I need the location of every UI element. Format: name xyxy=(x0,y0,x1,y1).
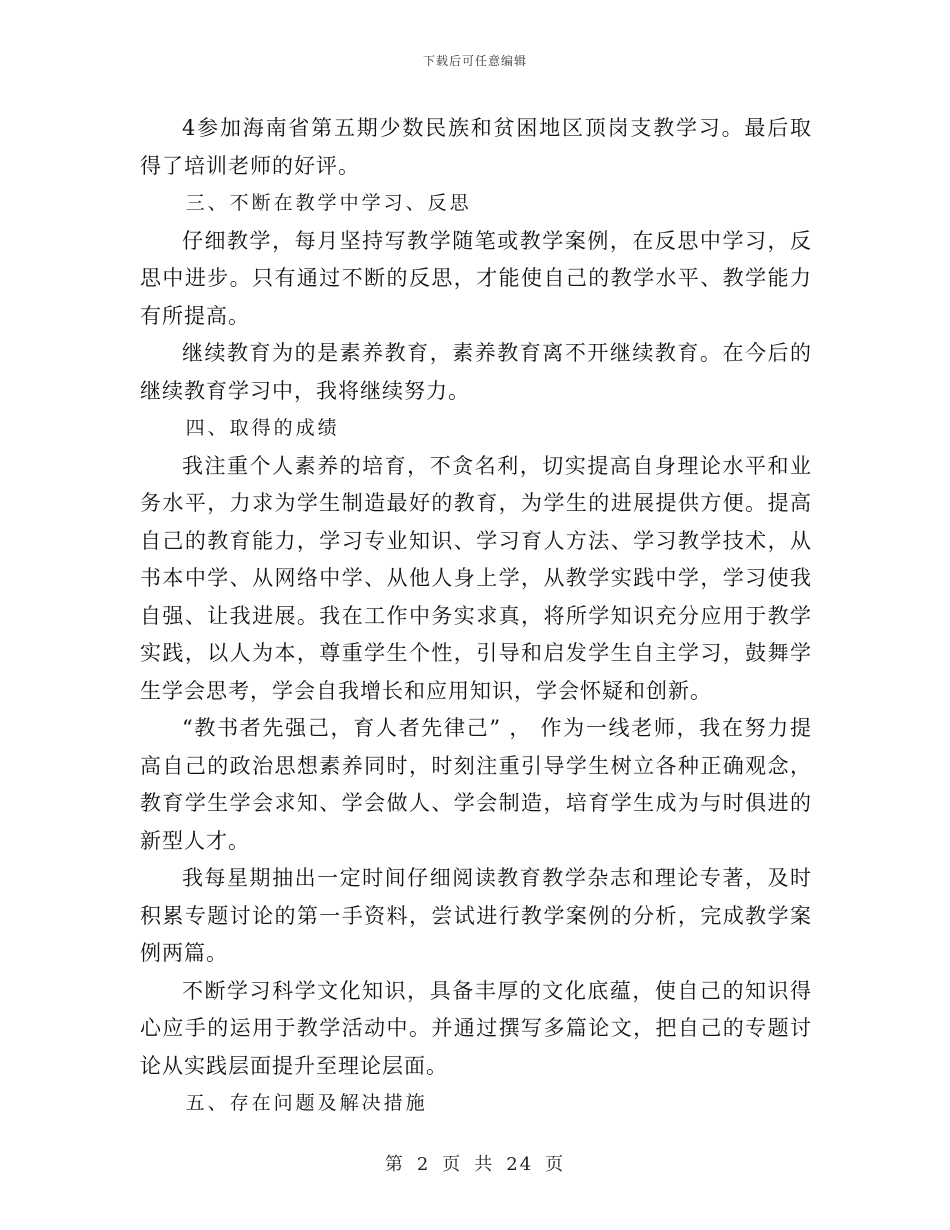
page-header-note: 下载后可任意编辑 xyxy=(422,54,527,68)
document-body xyxy=(140,110,812,1123)
page-word: 页 xyxy=(442,1154,463,1175)
section-heading-5: 五、存在问题及解决措施 xyxy=(185,1092,428,1114)
section-heading-4: 四、取得的成绩 xyxy=(185,417,340,439)
paragraph-teacher-motto: “教书者先强己，育人者先律己” ， 作为一线老师，我在努力提高自己的政治思想素养同时，时刻注重引导学生树立各种正确观念，教育学生学会求知、学会做人、学会制造，培育学生成为与时俱进的新型人才。 xyxy=(140,716,812,853)
page-number-footer xyxy=(0,1150,950,1176)
section-heading-3: 三、不断在教学中学习、反思 xyxy=(185,192,472,214)
page-prefix: 第 xyxy=(384,1154,405,1175)
total-pages-number: 24 xyxy=(506,1154,534,1175)
paragraph-continuing-education: 继续教育为的是素养教育，素养教育离不开继续教育。在今后的继续教育学习中，我将继续努力。 xyxy=(140,341,812,403)
paragraph-learning: 不断学习科学文化知识，具备丰厚的文化底蕴，使自己的知识得心应手的运用于教学活动中。并通过撰写多篇论文，把自己的专题讨论从实践层面提升至理论层面。 xyxy=(140,978,812,1078)
paragraph-reading: 我每星期抽出一定时间仔细阅读教育教学杂志和理论专著，及时积累专题讨论的第一手资料，尝试进行教学案例的分析，完成教学案例两篇。 xyxy=(140,866,812,965)
page-suffix: 页 xyxy=(545,1154,566,1175)
paragraph-reflection: 仔细教学，每月坚持写教学随笔或教学案例，在反思中学习，反思中进步。只有通过不断的反思，才能使自己的教学水平、教学能力有所提高。 xyxy=(140,228,812,328)
current-page-number: 2 xyxy=(416,1154,431,1175)
paragraph-achievements: 我注重个人素养的培育，不贪名利，切实提高自身理论水平和业务水平，力求为学生制造最好的教育，为学生的进展提供方便。提高自己的教育能力，学习专业知识、学习育人方法、学习教学技术，从书本中学、从网络中学、从他人身上学，从教学实践中学，学习使我自强、让我进展。我在工作中务实求真，将所学知识充分应用于教学实践，以人为本，尊重学生个性，引导和启发学生自主学习，鼓舞学生学会思考，学会自我增长和应用知识，学会怀疑和创新。 xyxy=(140,453,812,703)
paragraph-training: 4参加海南省第五期少数民族和贫困地区顶岗支教学习。最后取得了培训老师的好评。 xyxy=(140,116,812,178)
total-word: 共 xyxy=(474,1154,495,1175)
